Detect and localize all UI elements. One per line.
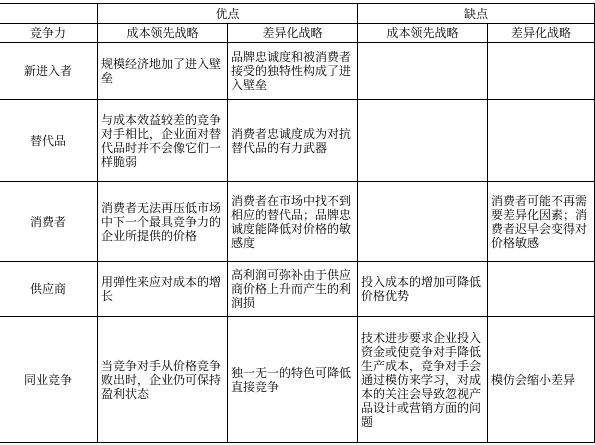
force-label: 替代品: [0, 100, 98, 182]
header-competitive-force: 竞争力: [0, 24, 98, 43]
adv-cost-cell: 当竞争对手从价格竞争败出时，企业仍可保持盈利状态: [98, 317, 228, 443]
adv-cost-cell: 消费者无法再压低市场中下一个最具竞争力的企业所提供的价格: [98, 182, 228, 262]
table-row: [0, 317, 595, 443]
table-row: [0, 100, 595, 182]
adv-diff-cell: 高利润可弥补由于供应商价格上升而产生的利润损: [228, 262, 358, 317]
adv-diff-cell: 独一无一的特色可降低直接竞争: [228, 317, 358, 443]
force-label: 消费者: [0, 182, 98, 262]
dis-diff-cell: 消费者可能不再需要差异化因素；消费者迟早会变得对价格敏感: [488, 182, 595, 262]
force-label: 供应商: [0, 262, 98, 317]
dis-diff-cell: [488, 100, 595, 182]
header-cost-leadership-adv: 成本领先战略: [98, 24, 228, 43]
dis-diff-cell: 模仿会缩小差异: [488, 317, 595, 443]
header-row-1: [0, 4, 595, 24]
header-advantages: 优点: [98, 4, 358, 24]
adv-diff-cell: 消费者忠诚度成为对抗替代品的有力武器: [228, 100, 358, 182]
adv-cost-cell: 规模经济地加了进入壁垒: [98, 43, 228, 100]
table-row: [0, 262, 595, 317]
table-row: [0, 182, 595, 262]
dis-cost-cell: [358, 100, 488, 182]
dis-diff-cell: [488, 262, 595, 317]
header-differentiation-adv: 差异化战略: [228, 24, 358, 43]
adv-cost-cell: 用弹性来应对成本的增长: [98, 262, 228, 317]
header-row-2: [0, 24, 595, 43]
table-row: [0, 43, 595, 100]
adv-diff-cell: 消费者在市场中找不到相应的替代品；品牌忠诚度能降低对价格的敏感度: [228, 182, 358, 262]
dis-cost-cell: [358, 182, 488, 262]
dis-cost-cell: 技术进步要求企业投入资金或使竞争对手降低生产成本，竞争对手会通过模仿来学习，对成本的关注会导致忽视产品设计或营销方面的问题: [358, 317, 488, 443]
adv-diff-cell: 品牌忠诚度和被消费者接受的独特性构成了进入壁垒: [228, 43, 358, 100]
adv-cost-cell: 与成本效益较差的竞争对手相比，企业面对替代品时并不会像它们一样脆弱: [98, 100, 228, 182]
dis-diff-cell: [488, 43, 595, 100]
header-cost-leadership-dis: 成本领先战略: [358, 24, 488, 43]
header-disadvantages: 缺点: [358, 4, 595, 24]
dis-cost-cell: [358, 43, 488, 100]
competitive-strategy-table: [0, 3, 595, 443]
header-corner-cell: [0, 4, 98, 24]
header-differentiation-dis: 差异化战略: [488, 24, 595, 43]
force-label: 新进入者: [0, 43, 98, 100]
force-label: 同业竞争: [0, 317, 98, 443]
dis-cost-cell: 投入成本的增加可降低价格优势: [358, 262, 488, 317]
